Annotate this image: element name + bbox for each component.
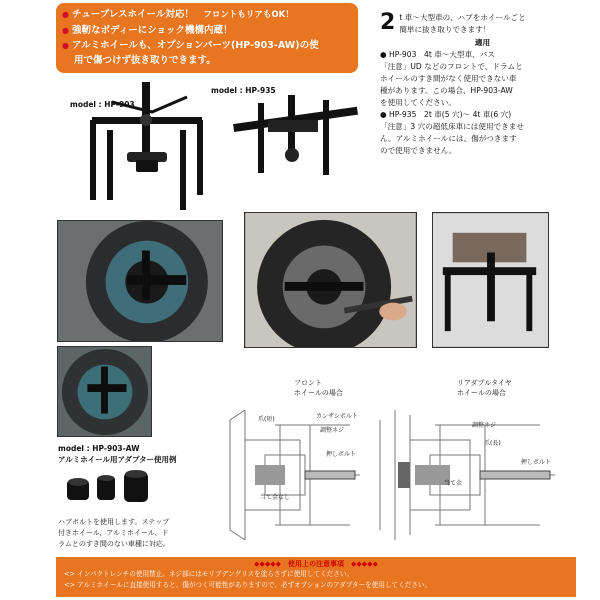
rear-title-line-2: ホイールの場合 — [457, 389, 506, 397]
hp903-note-3: 種があります。この場合、HP-903-AW — [380, 86, 513, 95]
hp935-tool-image — [228, 95, 368, 185]
adapter-title: アルミホイール用アダプター使用例 — [58, 455, 177, 464]
callout-long-claw: 爪(長) — [484, 440, 501, 447]
rear-wheel-diagram — [370, 400, 560, 550]
callout-adjust-screw-rear: 調整ネジ — [472, 422, 497, 429]
callout-adjust-screw-front: 調整ネジ — [320, 427, 345, 434]
note-item-1: <> インパクトレンチの使用禁止。ネジ部にはモリブデングリスを塗らさずに使用してください。 — [64, 570, 354, 578]
photo-rear-wheel-wrench — [244, 212, 417, 348]
rear-title-line-1: リアダブルタイヤ — [457, 379, 512, 387]
usage-notes — [56, 557, 576, 597]
hp903-note-1: 「注意」UD などのフロントで、ドラムと — [380, 62, 523, 71]
front-title-line-1: フロント — [294, 379, 322, 387]
bullet-icon: ● — [62, 41, 69, 50]
adapter-desc-line-2: 付きホイール、アルミホイール、ド — [58, 529, 169, 537]
adapter-parts-image — [62, 468, 162, 513]
adapter-description — [58, 517, 218, 550]
adapter-desc-line-3: ラムとのすき間のない車種に対応。 — [58, 540, 170, 548]
callout-short-claw: 爪(短) — [258, 416, 275, 423]
feature-line-1: ● チューブレスホイール対応！ フロントもリアもOK！ — [62, 9, 294, 20]
hp935-note-3: ので使用できません。 — [380, 146, 457, 155]
photo-hub-removed — [432, 212, 549, 348]
big-digit: 2 — [380, 10, 396, 35]
bullet-icon: ● — [62, 10, 69, 19]
model-label-hp935: model : HP-935 — [211, 86, 276, 95]
intro-line-2: 簡単に抜き取りできます！ — [399, 25, 491, 34]
hp935-note-2: ん。アルミホイールには、傷がつきます — [380, 134, 517, 143]
callout-push-bolt-rear: 押しボルト — [521, 459, 552, 466]
feature-line-3: ● アルミホイールも、オプションパーツ(HP-903-AW)の使 — [62, 40, 319, 51]
callout-push-bolt-front: 押しボルト — [326, 451, 357, 458]
apply-title: 適用 — [474, 38, 491, 47]
feature-box — [56, 3, 358, 73]
notes-heading: ◆◆◆◆◆ 使用上の注意事項 ◆◆◆◆◆ — [254, 560, 378, 568]
callout-plate: 当て金 — [444, 480, 463, 487]
front-wheel-diagram — [220, 400, 370, 550]
hp903-note-2: ホイールのすき間がなく使用できない車 — [380, 74, 517, 83]
bullet-icon: ● — [62, 26, 69, 35]
hp935-note-1: 「注意」3 穴の超低床車には使用できませ — [380, 122, 524, 131]
hp935-line: ● HP-935 2t 車(5 穴)～ 4t 車(6 穴) — [380, 110, 512, 119]
photo-front-wheel — [57, 220, 223, 342]
hp903-tool-image — [72, 82, 222, 212]
model-label-hp903: model : HP-903 — [70, 100, 135, 109]
hp903-note-4: を使用してください。 — [380, 98, 456, 107]
callout-no-plate: 当て金なし — [260, 494, 291, 501]
rear-diagram-title — [457, 378, 512, 398]
note-item-2: <> アルミホイールに直接使用すると、傷がつく可能性がありますので、必ずオプションのアダプターを使用してください。 — [64, 581, 432, 589]
adapter-desc-line-1: ハブボルトを使用します。ステップ — [58, 518, 170, 526]
feature-line-4: 用で傷つけず抜き取りできます。 — [74, 55, 216, 66]
photo-alloy-adapter — [57, 346, 152, 437]
callout-kanzashi-bolt: カンザシボルト — [316, 413, 358, 420]
front-diagram-title — [294, 378, 343, 398]
adapter-title-block — [58, 443, 177, 465]
description-block — [380, 12, 585, 157]
feature-line-2: ● 強靭なボディーにショック機構内蔵！ — [62, 25, 233, 36]
front-title-line-2: ホイールの場合 — [294, 389, 343, 397]
model-label-hp903aw: model : HP-903-AW — [58, 444, 140, 453]
hp903-line: ● HP-903 4t 車～大型車、バス — [380, 50, 495, 59]
intro-line-1: t 車～大型車の、ハブをホイールごと — [399, 13, 526, 22]
